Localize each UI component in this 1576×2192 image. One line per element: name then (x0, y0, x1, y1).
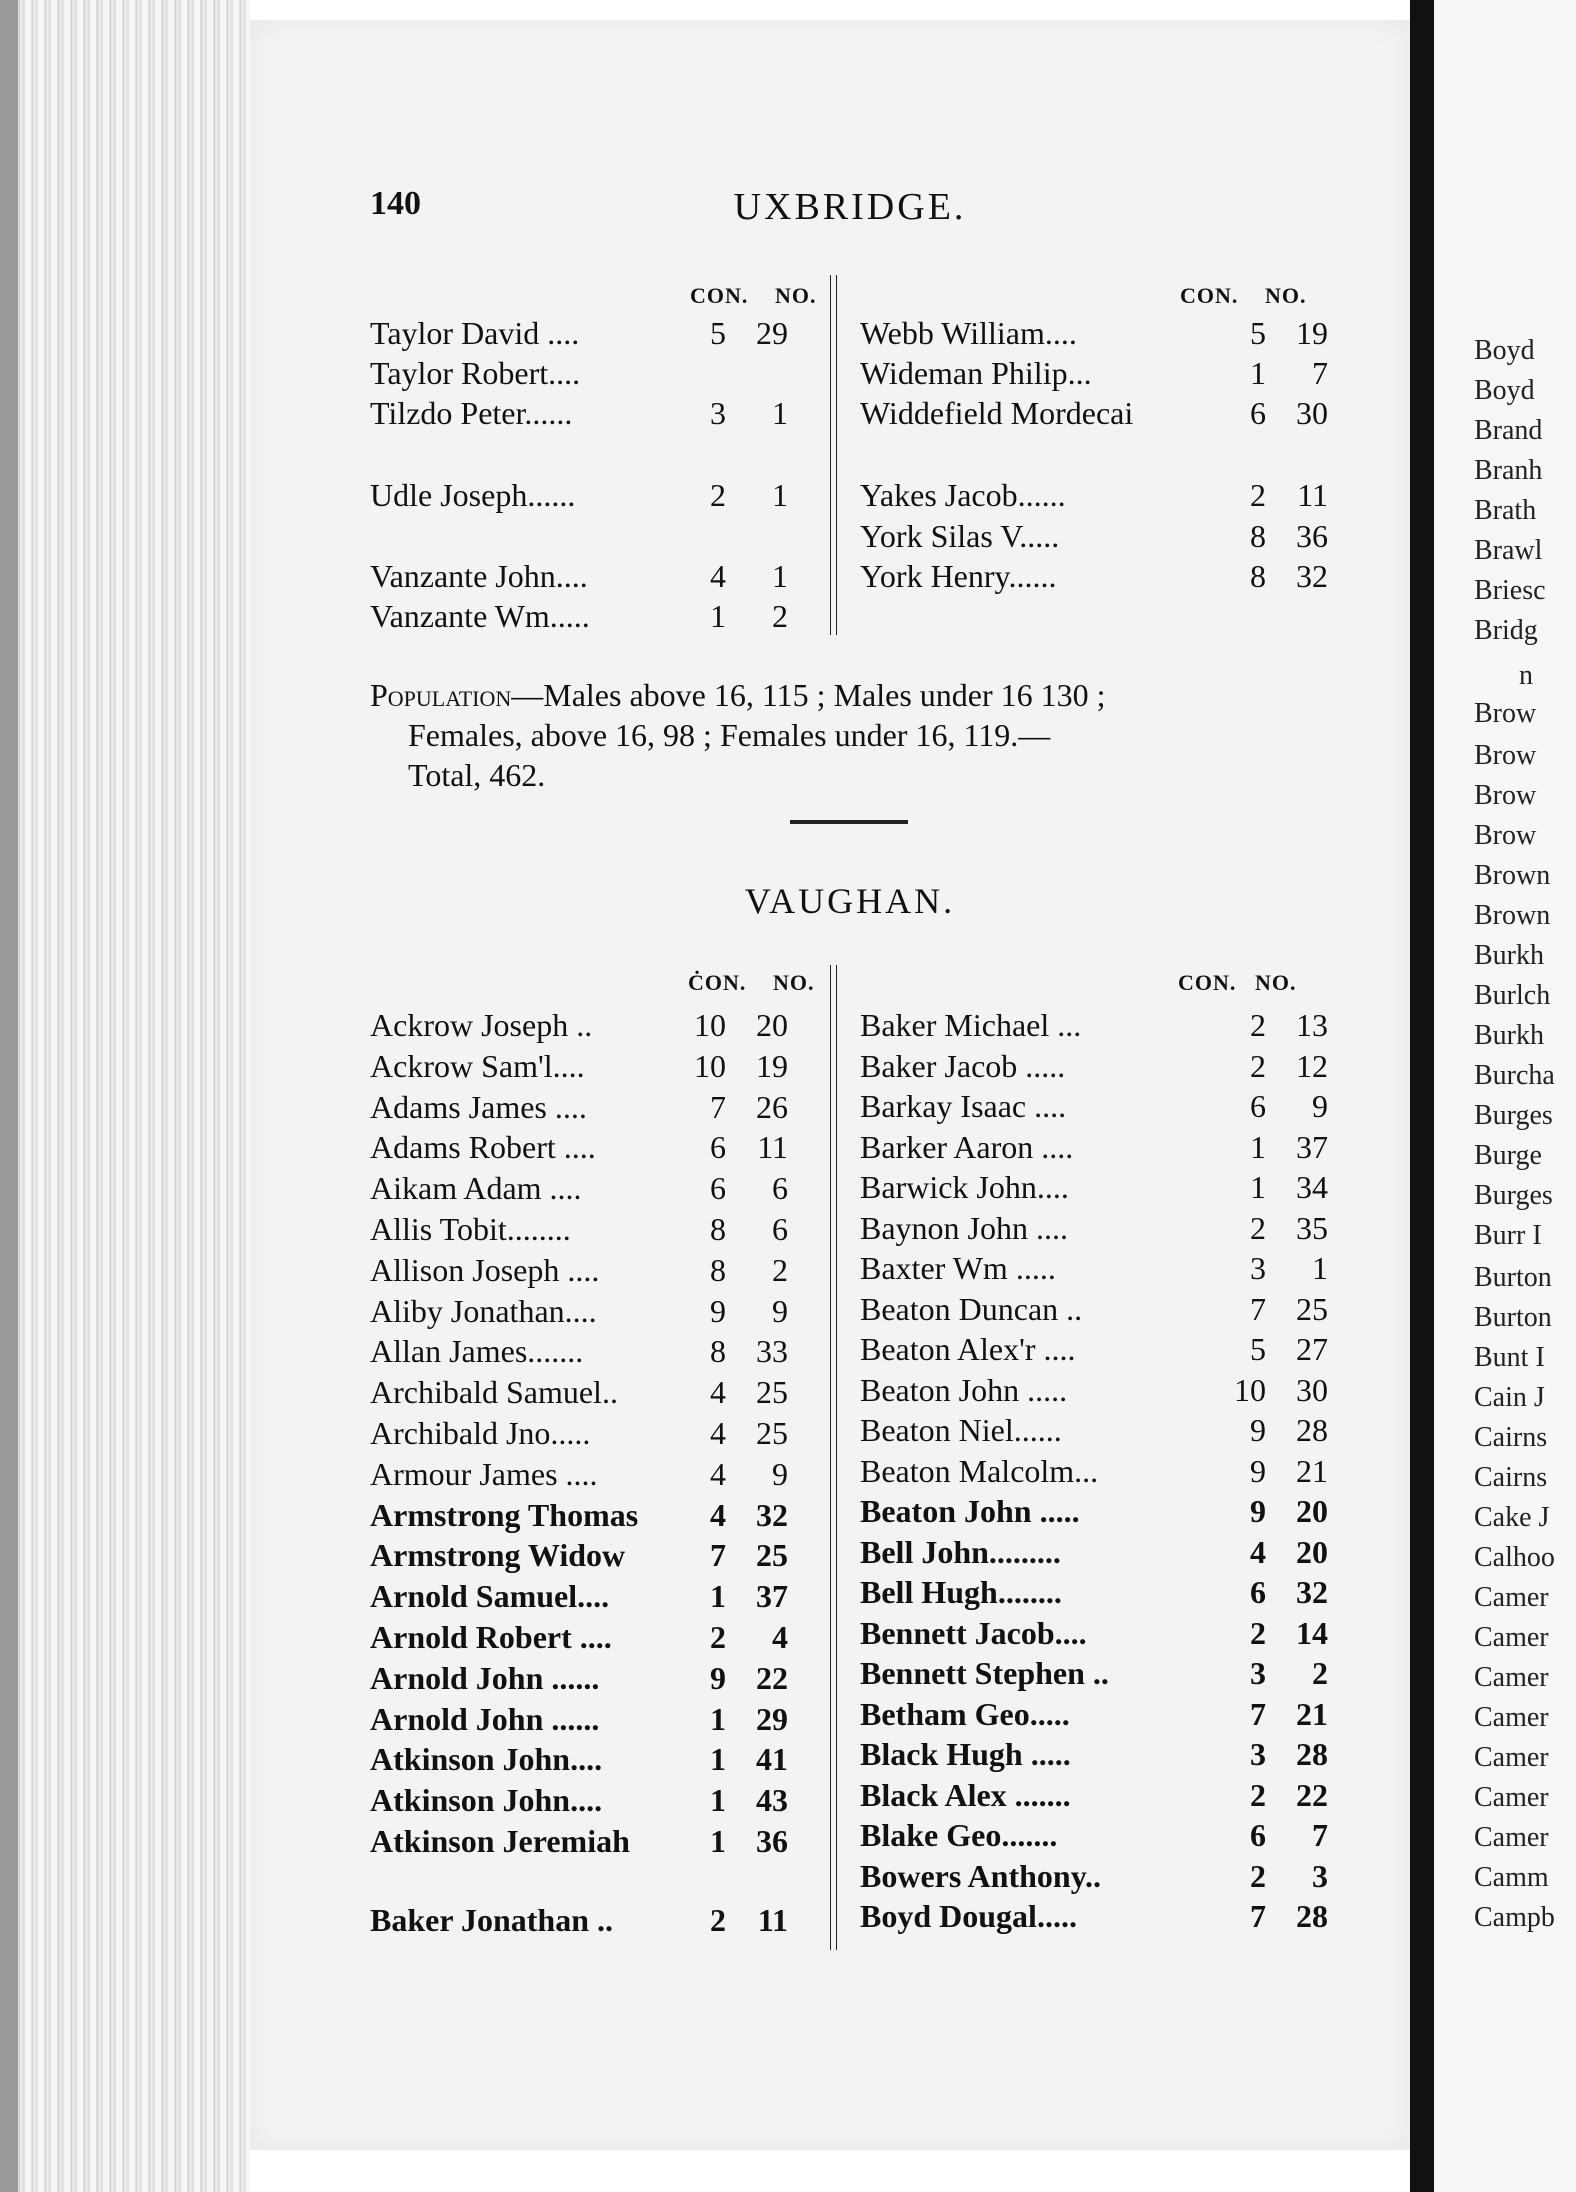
concession-number: 5 (1250, 1331, 1266, 1367)
list-item (370, 1741, 800, 1777)
list-item (860, 355, 1330, 391)
entry-name: Tilzdo Peter...... (370, 395, 573, 431)
entry-name: Beaton Alex'r .... (860, 1331, 1076, 1367)
concession-number: 4 (710, 1374, 726, 1411)
lot-number: 1 (772, 558, 788, 594)
lot-number: 25 (756, 1537, 788, 1574)
concession-number: 2 (1250, 1047, 1266, 1084)
list-item (370, 1456, 800, 1492)
entry-name: Barker Aaron .... (860, 1128, 1074, 1165)
next-page-text: Burton (1474, 1262, 1552, 1293)
entry-name: York Silas V..... (860, 518, 1060, 554)
entry-name: Beaton Duncan .. (860, 1290, 1083, 1327)
concession-number: 9 (1250, 1412, 1266, 1448)
next-page-text: Burlch (1474, 980, 1551, 1011)
lot-number: 13 (1296, 1007, 1328, 1043)
concession-number: 8 (1250, 558, 1266, 594)
entry-name: Atkinson Jeremiah (370, 1823, 630, 1859)
list-item (860, 558, 1330, 594)
list-item (860, 477, 1330, 513)
lot-number: 11 (1297, 477, 1328, 513)
list-item (860, 1696, 1330, 1732)
concession-number: 9 (710, 1292, 726, 1329)
concession-number: 4 (710, 1415, 726, 1451)
lot-number: 27 (1296, 1331, 1328, 1367)
concession-number: 9 (1250, 1452, 1266, 1489)
entry-name: Ackrow Sam'l.... (370, 1047, 585, 1084)
entry-name: Archibald Jno..... (370, 1415, 591, 1451)
lot-number: 37 (756, 1578, 788, 1615)
next-page-text: Camer (1474, 1582, 1549, 1613)
list-item (370, 1902, 800, 1938)
entry-name: Arnold Robert .... (370, 1619, 612, 1655)
list-item (370, 1537, 800, 1573)
entry-name: York Henry...... (860, 558, 1057, 594)
list-item (860, 1574, 1330, 1610)
next-page-text: Camer (1474, 1702, 1549, 1733)
next-page-text: Brow (1474, 780, 1537, 811)
concession-number: 5 (710, 315, 726, 351)
entry-name: Webb William.... (860, 315, 1077, 351)
lot-number: 32 (1296, 1574, 1328, 1610)
list-item (370, 1048, 800, 1084)
entry-name: Bennett Jacob.... (860, 1614, 1087, 1651)
entry-name: Vanzante John.... (370, 558, 588, 594)
entry-name: Beaton John ..... (860, 1371, 1068, 1408)
concession-number: 3 (1250, 1250, 1266, 1286)
concession-number: 7 (1250, 1898, 1266, 1934)
next-page-text: Cairns (1474, 1422, 1548, 1453)
next-page-text: Boyd (1474, 375, 1535, 406)
concession-number: 6 (710, 1129, 726, 1166)
lot-number: 14 (1296, 1614, 1328, 1651)
entry-name: Black Hugh ..... (860, 1736, 1071, 1772)
entry-name: Beaton Niel...... (860, 1412, 1062, 1448)
concession-number: 1 (1250, 1128, 1266, 1165)
next-page-text: Burton (1474, 1302, 1552, 1333)
list-item (860, 1250, 1330, 1286)
next-page-text: Cake J (1474, 1502, 1550, 1533)
lot-number: 22 (756, 1659, 788, 1696)
entry-name: Widdefield Mordecai (860, 395, 1134, 431)
lot-number: 2 (772, 598, 788, 634)
lot-number: 9 (772, 1292, 788, 1329)
list-item (370, 1578, 800, 1614)
concession-number: 1 (710, 1578, 726, 1615)
lot-number: 7 (1312, 1817, 1328, 1853)
book-gutter (1410, 0, 1434, 2192)
list-item (370, 1089, 800, 1125)
list-item (370, 1701, 800, 1737)
next-page-text: Brow (1474, 740, 1537, 771)
lot-number: 4 (772, 1619, 788, 1655)
book-page-edges (0, 0, 250, 2192)
entry-name: Boyd Dougal..... (860, 1898, 1077, 1934)
next-page-text: Brow (1474, 698, 1537, 729)
concession-number: 10 (1234, 1371, 1266, 1408)
entry-name: Armstrong Thomas (370, 1496, 639, 1533)
entry-name: Beaton John ..... (860, 1493, 1080, 1529)
no-header: NO. (1255, 970, 1297, 995)
entry-name: Baynon John .... (860, 1209, 1068, 1246)
entry-name: Armour James .... (370, 1455, 598, 1492)
next-page-text: Brown (1474, 900, 1551, 931)
next-page-text: Burkh (1474, 1020, 1544, 1051)
entry-name: Armstrong Widow (370, 1537, 626, 1574)
lot-number: 6 (772, 1170, 788, 1207)
concession-number: 4 (710, 1455, 726, 1492)
list-item (370, 1252, 800, 1288)
list-item (860, 1372, 1330, 1408)
entry-name: Ackrow Joseph .. (370, 1007, 593, 1043)
entry-name: Barwick John.... (860, 1169, 1069, 1205)
next-page-text: Campb (1474, 1902, 1555, 1933)
list-item (370, 1374, 800, 1410)
entry-name: Black Alex ....... (860, 1776, 1071, 1813)
lot-number: 21 (1296, 1695, 1328, 1732)
entry-name: Allison Joseph .... (370, 1251, 600, 1288)
list-item (860, 1615, 1330, 1651)
list-item (370, 477, 800, 513)
next-page-text: Bridg (1474, 615, 1538, 646)
concession-number: 6 (1250, 1574, 1266, 1610)
concession-number: 2 (1250, 1776, 1266, 1813)
lot-number: 11 (757, 1902, 788, 1938)
lot-number: 1 (1312, 1250, 1328, 1286)
lot-number: 21 (1296, 1452, 1328, 1489)
next-page-text: Burge (1474, 1140, 1542, 1171)
entry-name: Baker Michael ... (860, 1007, 1082, 1043)
next-page-text: Camer (1474, 1742, 1549, 1773)
entry-name: Baker Jacob ..... (860, 1047, 1066, 1084)
lot-number: 37 (1296, 1128, 1328, 1165)
concession-number: 3 (1250, 1655, 1266, 1691)
page-title: UXBRIDGE. (733, 186, 967, 228)
concession-number: 1 (1250, 1169, 1266, 1205)
next-page-text: Burkh (1474, 940, 1544, 971)
list-item (860, 1453, 1330, 1489)
entry-name: Bennett Stephen .. (860, 1655, 1109, 1691)
lot-number: 36 (756, 1823, 788, 1859)
list-item (370, 558, 800, 594)
entry-name: Beaton Malcolm... (860, 1452, 1099, 1489)
list-item (370, 1170, 800, 1206)
population-line-1: —Males above 16, 115 ; Males under 16 130 ; (511, 677, 1106, 713)
concession-number: 3 (710, 395, 726, 431)
population-line-2: Females, above 16, 98 ; Females under 16, 119.— (408, 717, 1051, 753)
lot-number: 2 (772, 1251, 788, 1288)
concession-number: 7 (1250, 1695, 1266, 1732)
section-divider (790, 820, 908, 824)
concession-number: 6 (1250, 1817, 1266, 1853)
next-page-text: Brand (1474, 415, 1543, 446)
next-page-text: Calhoo (1474, 1542, 1555, 1573)
lot-number: 3 (1312, 1857, 1328, 1894)
lot-number: 32 (1296, 558, 1328, 594)
entry-name: Bell John......... (860, 1533, 1061, 1570)
page-number: 140 (370, 185, 421, 222)
list-item (860, 1048, 1330, 1084)
concession-number: 1 (710, 1700, 726, 1737)
next-page-text: Bunt I (1474, 1342, 1545, 1373)
column-divider (830, 275, 837, 635)
no-header: NO. (1265, 283, 1307, 308)
lot-number: 22 (1296, 1776, 1328, 1813)
next-page-text: Camm (1474, 1862, 1549, 1893)
lot-number: 11 (757, 1129, 788, 1166)
concession-number: 6 (1250, 1088, 1266, 1124)
next-page-text: Camer (1474, 1822, 1549, 1853)
list-item (370, 1333, 800, 1369)
entry-name: Adams James .... (370, 1088, 587, 1125)
concession-number: 2 (710, 1619, 726, 1655)
list-item (860, 1129, 1330, 1165)
list-item (860, 1777, 1330, 1813)
list-item (860, 1088, 1330, 1124)
lot-number: 30 (1296, 1371, 1328, 1408)
con-header: CON. (690, 283, 749, 308)
book-edge-shadow (0, 0, 18, 2192)
concession-number: 2 (710, 477, 726, 513)
entry-name: Aliby Jonathan.... (370, 1292, 597, 1329)
lot-number: 19 (1296, 315, 1328, 351)
entry-name: Yakes Jacob...... (860, 477, 1066, 513)
list-item (860, 1817, 1330, 1853)
entry-name: Aikam Adam .... (370, 1170, 582, 1207)
no-header: NO. (773, 970, 815, 995)
list-item (860, 1169, 1330, 1205)
next-page-text: Briesc (1474, 575, 1546, 606)
list-item (370, 1823, 800, 1859)
list-item (370, 1293, 800, 1329)
concession-number: 5 (1250, 315, 1266, 351)
con-header: ĊON. (688, 970, 747, 995)
list-item (370, 395, 800, 431)
concession-number: 8 (710, 1211, 726, 1247)
concession-number: 1 (710, 1823, 726, 1859)
concession-number: 10 (694, 1047, 726, 1084)
list-item (370, 1497, 800, 1533)
concession-number: 10 (694, 1007, 726, 1043)
concession-number: 4 (710, 1496, 726, 1533)
lot-number: 1 (772, 477, 788, 513)
concession-number: 1 (1250, 355, 1266, 391)
entry-name: Udle Joseph...... (370, 477, 576, 513)
lot-number: 25 (1296, 1290, 1328, 1327)
entry-name: Barkay Isaac .... (860, 1088, 1067, 1124)
list-item (370, 1211, 800, 1247)
list-item (860, 1412, 1330, 1448)
list-item (860, 1210, 1330, 1246)
population-summary (370, 675, 1330, 795)
lot-number: 25 (756, 1415, 788, 1451)
next-page-text: Brawl (1474, 535, 1543, 566)
entry-name: Baker Jonathan .. (370, 1902, 614, 1938)
lot-number: 6 (772, 1211, 788, 1247)
entry-name: Arnold John ...... (370, 1659, 600, 1696)
con-header: CON. (1178, 970, 1237, 995)
entry-name: Taylor Robert.... (370, 355, 581, 391)
concession-number: 1 (710, 1741, 726, 1778)
entry-name: Atkinson John.... (370, 1741, 603, 1778)
next-page-text: Brow (1474, 820, 1537, 851)
lot-number: 33 (756, 1333, 788, 1370)
lot-number: 20 (1296, 1493, 1328, 1529)
entry-name: Atkinson John.... (370, 1782, 603, 1819)
lot-number: 32 (756, 1496, 788, 1533)
list-item (370, 1619, 800, 1655)
next-page-text: n (1519, 660, 1533, 691)
concession-number: 9 (710, 1659, 726, 1696)
lot-number: 30 (1296, 395, 1328, 431)
entry-name: Bowers Anthony.. (860, 1857, 1101, 1894)
entry-name: Arnold John ...... (370, 1700, 600, 1737)
entry-name: Taylor David .... (370, 315, 580, 351)
lot-number: 28 (1296, 1898, 1328, 1934)
next-page-text: Burr I (1474, 1220, 1542, 1251)
list-item (370, 1660, 800, 1696)
next-page-text: Cairns (1474, 1462, 1548, 1493)
lot-number: 9 (772, 1455, 788, 1492)
column-divider (830, 965, 837, 1950)
next-page-text: Cain J (1474, 1382, 1545, 1413)
entry-name: Vanzante Wm..... (370, 598, 590, 634)
entry-name: Allan James....... (370, 1333, 584, 1370)
lot-number: 41 (756, 1741, 788, 1778)
running-head (370, 185, 1330, 235)
population-label: Population (370, 677, 512, 713)
lot-number: 1 (772, 395, 788, 431)
concession-number: 2 (710, 1902, 726, 1938)
entry-name: Baxter Wm ..... (860, 1250, 1056, 1286)
con-header: CON. (1180, 283, 1239, 308)
no-header: NO. (775, 283, 817, 308)
concession-number: 8 (1250, 518, 1266, 554)
next-page-text: Brown (1474, 860, 1551, 891)
concession-number: 2 (1250, 477, 1266, 513)
list-item (860, 1493, 1330, 1529)
list-item (370, 1415, 800, 1451)
next-page-text: Burcha (1474, 1060, 1555, 1091)
population-line-3: Total, 462. (408, 757, 546, 793)
lot-number: 29 (756, 315, 788, 351)
concession-number: 8 (710, 1333, 726, 1370)
list-item (860, 395, 1330, 431)
list-item (860, 1898, 1330, 1934)
next-page-fragment (1434, 0, 1576, 2192)
lot-number: 7 (1312, 355, 1328, 391)
concession-number: 2 (1250, 1857, 1266, 1894)
list-item (860, 1291, 1330, 1327)
entry-name: Allis Tobit........ (370, 1211, 571, 1247)
concession-number: 8 (710, 1251, 726, 1288)
lot-number: 12 (1296, 1047, 1328, 1084)
list-item (370, 1782, 800, 1818)
lot-number: 28 (1296, 1412, 1328, 1448)
list-item (860, 1858, 1330, 1894)
lot-number: 20 (756, 1007, 788, 1043)
next-page-text: Camer (1474, 1662, 1549, 1693)
lot-number: 28 (1296, 1736, 1328, 1772)
section-title: VAUGHAN. (744, 881, 956, 921)
lot-number: 35 (1296, 1209, 1328, 1246)
lot-number: 26 (756, 1088, 788, 1125)
concession-number: 1 (710, 1782, 726, 1819)
lot-number: 34 (1296, 1169, 1328, 1205)
concession-number: 6 (710, 1170, 726, 1207)
lot-number: 20 (1296, 1533, 1328, 1570)
concession-number: 7 (710, 1537, 726, 1574)
entry-name: Betham Geo..... (860, 1695, 1070, 1732)
list-item (370, 355, 800, 391)
list-item (370, 1007, 800, 1043)
next-page-text: Branh (1474, 455, 1543, 486)
concession-number: 1 (710, 598, 726, 634)
concession-number: 6 (1250, 395, 1266, 431)
lot-number: 29 (756, 1700, 788, 1737)
next-page-text: Camer (1474, 1622, 1549, 1653)
concession-number: 4 (710, 558, 726, 594)
entry-name: Blake Geo....... (860, 1817, 1058, 1853)
concession-number: 4 (1250, 1533, 1266, 1570)
concession-number: 7 (1250, 1290, 1266, 1327)
list-item (860, 518, 1330, 554)
list-item (860, 1736, 1330, 1772)
next-page-text: Burges (1474, 1180, 1553, 1211)
list-item (860, 1331, 1330, 1367)
next-page-text: Brath (1474, 495, 1537, 526)
concession-number: 9 (1250, 1493, 1266, 1529)
lot-number: 9 (1312, 1088, 1328, 1124)
list-item (860, 1007, 1330, 1043)
list-item (370, 1129, 800, 1165)
concession-number: 2 (1250, 1007, 1266, 1043)
lot-number: 19 (756, 1047, 788, 1084)
list-item (860, 1534, 1330, 1570)
concession-number: 2 (1250, 1614, 1266, 1651)
lot-number: 43 (756, 1782, 788, 1819)
lot-number: 36 (1296, 518, 1328, 554)
entry-name: Arnold Samuel.... (370, 1578, 610, 1615)
concession-number: 2 (1250, 1209, 1266, 1246)
list-item (860, 1655, 1330, 1691)
next-page-text: Boyd (1474, 335, 1535, 366)
entry-name: Wideman Philip... (860, 355, 1092, 391)
list-item (370, 315, 800, 351)
entry-name: Adams Robert .... (370, 1129, 596, 1166)
concession-number: 7 (710, 1088, 726, 1125)
lot-number: 25 (756, 1374, 788, 1411)
next-page-text: Camer (1474, 1782, 1549, 1813)
entry-name: Bell Hugh........ (860, 1574, 1062, 1610)
lot-number: 2 (1312, 1655, 1328, 1691)
entry-name: Archibald Samuel.. (370, 1374, 618, 1411)
list-item (860, 315, 1330, 351)
next-page-text: Burges (1474, 1100, 1553, 1131)
concession-number: 3 (1250, 1736, 1266, 1772)
list-item (370, 598, 800, 634)
